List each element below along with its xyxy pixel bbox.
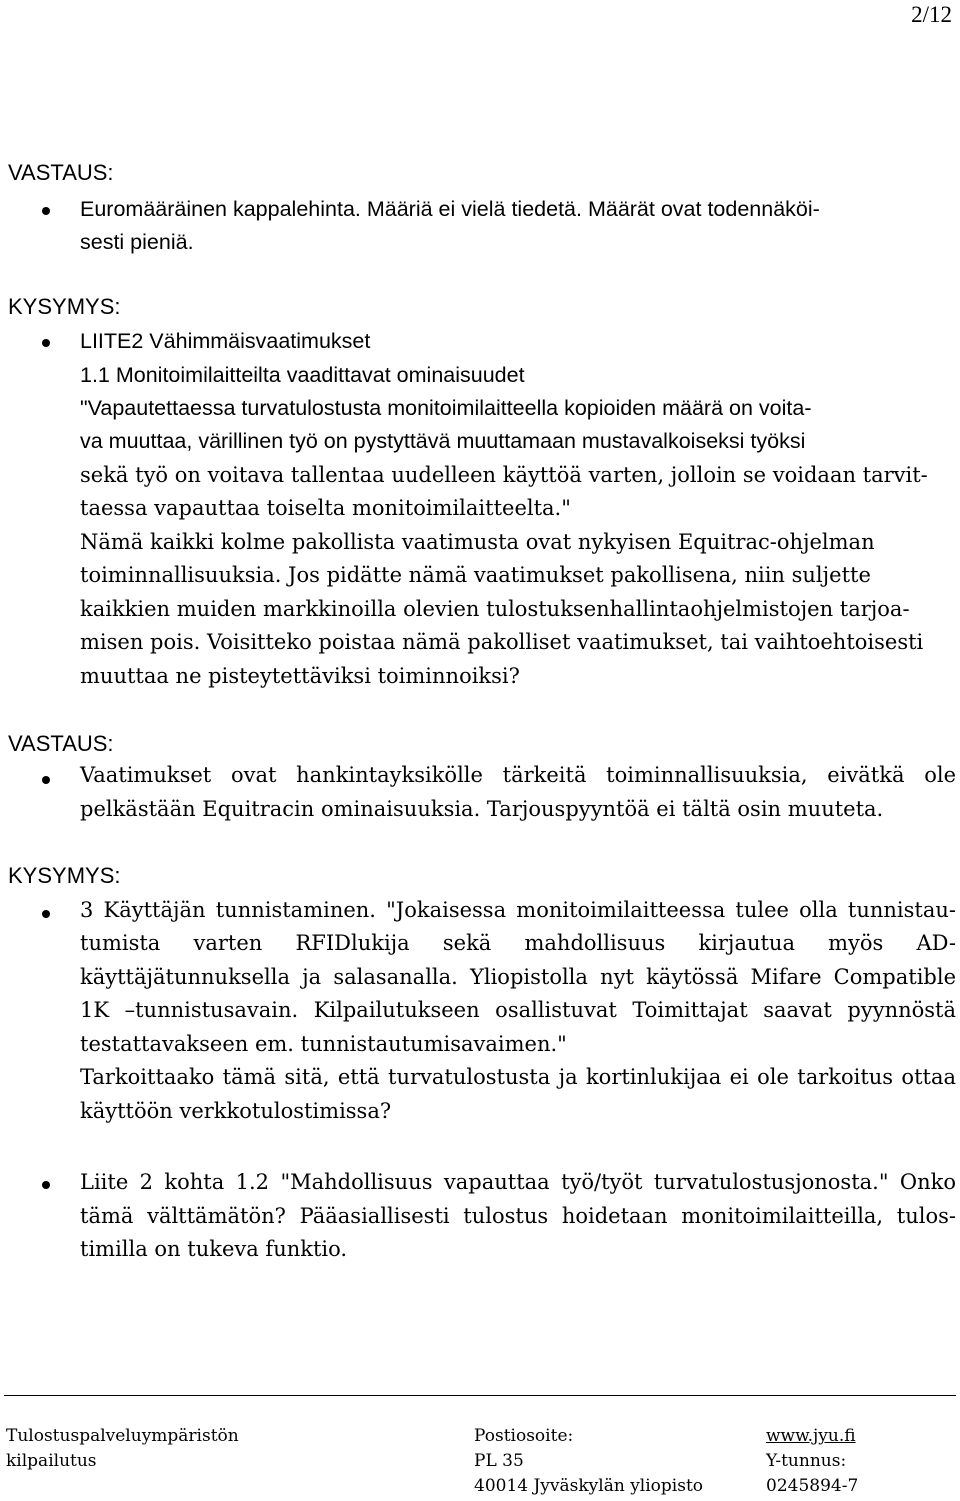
footer-project-title: Tulostuspalveluympäristön bbox=[6, 1426, 239, 1446]
question-heading: KYSYMYS: bbox=[8, 863, 121, 888]
question-heading: KYSYMYS: bbox=[8, 294, 121, 319]
bullet-icon bbox=[42, 910, 50, 918]
footer-address: PL 35 bbox=[474, 1451, 524, 1471]
footer-address-label: Postiosoite: bbox=[474, 1426, 574, 1446]
question-line: kaikkien muiden markkinoilla olevien tulostuksenhallintaohjelmistojen tarjoa- bbox=[80, 597, 910, 621]
question-line: toiminnallisuuksia. Jos pidätte nämä vaatimukset pakollisena, niin suljette bbox=[80, 563, 871, 587]
bullet-icon bbox=[42, 776, 50, 784]
bullet-icon bbox=[42, 339, 50, 347]
question-line: misen pois. Voisitteko poistaa nämä pakolliset vaatimukset, tai vaihtoehtoisesti bbox=[80, 630, 924, 654]
question-line: "Vapautettaessa turvatulostusta monitoimilaitteella kopioiden määrä on voita- bbox=[80, 396, 812, 420]
question-line: Nämä kaikki kolme pakollista vaatimusta ovat nykyisen Equitrac-ohjelman bbox=[80, 530, 875, 554]
footer-divider bbox=[4, 1395, 956, 1396]
question-line: sekä työ on voitava tallentaa uudelleen käyttöä varten, jolloin se voidaan tarvit- bbox=[80, 463, 928, 487]
footer-project-title: kilpailutus bbox=[6, 1451, 97, 1471]
question-line: tumista varten RFIDlukija sekä mahdollisuus kirjautua myös AD- bbox=[80, 931, 956, 955]
bullet-icon bbox=[42, 1181, 50, 1189]
footer-website-link[interactable]: www.jyu.fi bbox=[766, 1426, 856, 1446]
question-line: tämä välttämätön? Pääasiallisesti tulostus hoidetaan monitoimilaitteilla, tulos- bbox=[80, 1204, 956, 1228]
footer-address: 40014 Jyväskylän yliopisto bbox=[474, 1476, 704, 1496]
question-line: 3 Käyttäjän tunnistaminen. "Jokaisessa monitoimilaitteessa tulee olla tunnistau- bbox=[80, 898, 956, 922]
question-line: 1.1 Monitoimilaitteilta vaadittavat ominaisuudet bbox=[80, 363, 525, 387]
answer-line: Vaatimukset ovat hankintayksikölle tärkeitä toiminnallisuuksia, eivätkä ole bbox=[80, 763, 956, 787]
question-line: muuttaa ne pisteytettäviksi toiminnoiksi? bbox=[80, 664, 520, 688]
question-line: taessa vapauttaa toiselta monitoimilaitteelta." bbox=[80, 496, 571, 520]
question-line: 1K –tunnistusavain. Kilpailutukseen osallistuvat Toimittajat saavat pyynnöstä bbox=[80, 998, 956, 1022]
question-line: va muuttaa, värillinen työ on pystyttävä muuttamaan mustavalkoiseksi työksi bbox=[80, 429, 806, 453]
question-line: timilla on tukeva funktio. bbox=[80, 1237, 348, 1261]
question-line: testattavakseen em. tunnistautumisavaimen." bbox=[80, 1032, 567, 1056]
question-line: Liite 2 kohta 1.2 "Mahdollisuus vapauttaa työ/työt turvatulostusjonosta." Onko bbox=[80, 1170, 956, 1194]
answer-line: Euromääräinen kappalehinta. Määriä ei vielä tiedetä. Määrät ovat todennäköi- bbox=[80, 197, 820, 221]
question-line: käyttöön verkkotulostimissa? bbox=[80, 1099, 392, 1123]
page-number: 2/12 bbox=[911, 2, 952, 27]
answer-heading: VASTAUS: bbox=[8, 731, 114, 756]
bullet-icon bbox=[42, 207, 50, 215]
question-line: Tarkoittaako tämä sitä, että turvatulostusta ja kortinlukijaa ei ole tarkoitus ottaa bbox=[80, 1065, 956, 1089]
question-line: käyttäjätunnuksella ja salasanalla. Yliopistolla nyt käytössä Mifare Compatible bbox=[80, 965, 956, 989]
answer-heading: VASTAUS: bbox=[8, 160, 114, 185]
answer-line: sesti pieniä. bbox=[80, 230, 194, 254]
footer-business-id-label: Y-tunnus: bbox=[766, 1451, 847, 1471]
footer-business-id: 0245894-7 bbox=[766, 1476, 859, 1496]
answer-line: pelkästään Equitracin ominaisuuksia. Tarjouspyyntöä ei tältä osin muuteta. bbox=[80, 797, 884, 821]
question-line: LIITE2 Vähimmäisvaatimukset bbox=[80, 329, 371, 353]
